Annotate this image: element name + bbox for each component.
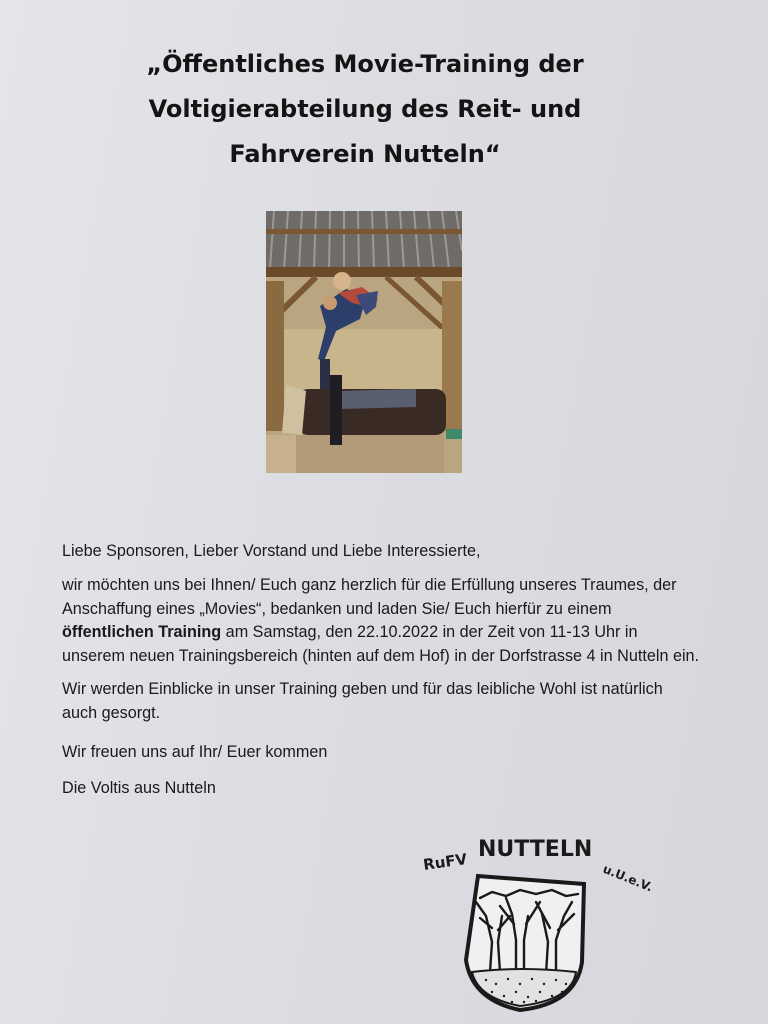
title-line-1: „Öffentliches Movie-Training der <box>146 50 584 78</box>
invitation-text-end: am Samstag, den 22.10.2022 in der Zeit von 11-13 Uhr in unserem neuen Trainingsbereich (hinten auf dem Hof) in der Dorfstrasse 4 in Nutteln ein. <box>62 623 700 665</box>
letter-paragraph-insights: Wir werden Einblicke in unser Training geben und für das leibliche Wohl ist natürlich auch gesorgt. <box>62 680 663 722</box>
logo-name: NUTTELN <box>478 837 593 862</box>
letter-greeting: Liebe Sponsoren, Lieber Vorstand und Liebe Interessierte, <box>62 542 481 560</box>
letter-paragraph-invitation <box>62 574 702 668</box>
letter-body <box>62 540 702 799</box>
title-line-2: Voltigierabteilung des Reit- und <box>148 95 582 123</box>
flyer-title <box>70 42 660 177</box>
invitation-text-start: wir möchten uns bei Ihnen/ Euch ganz herzlich für die Erfüllung unseres Traumes, der Anschaffung eines „Movies“, bedanken und laden Sie/ Euch hierfür zu einem <box>62 576 677 618</box>
invitation-highlight: öffentlichen Training <box>62 623 222 641</box>
letter-closing: Wir freuen uns auf Ihr/ Euer kommen <box>62 743 328 761</box>
logo-suffix: u.U.e.V. <box>600 861 655 895</box>
letter-signoff: Die Voltis aus Nutteln <box>62 779 216 797</box>
tree-shield-icon <box>466 876 584 1010</box>
club-logo <box>416 832 666 1022</box>
title-line-3: Fahrverein Nutteln“ <box>229 140 501 168</box>
logo-prefix: RuFV <box>422 849 469 874</box>
training-photo <box>266 211 462 473</box>
